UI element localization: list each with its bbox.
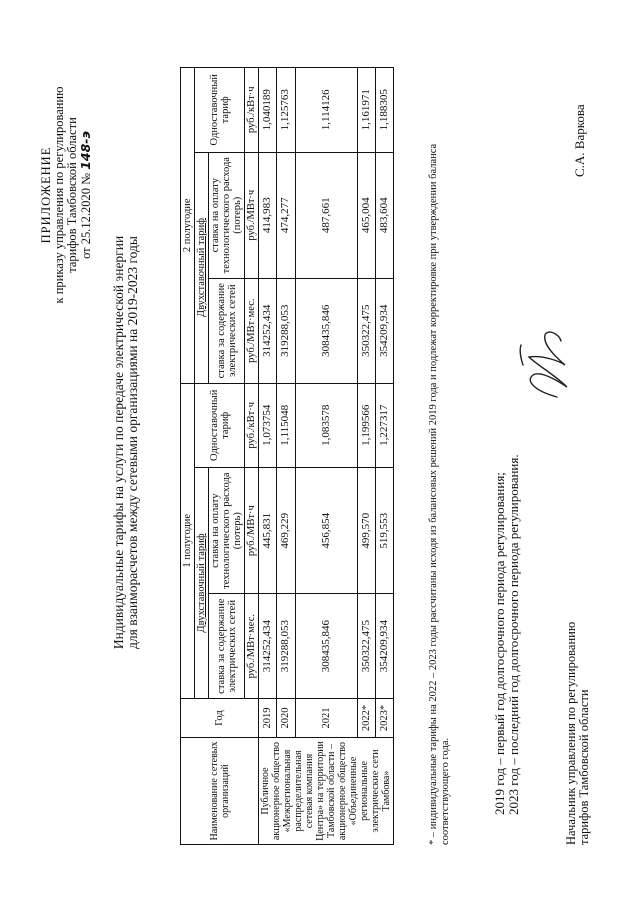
cell-h1-losses: 445,831: [259, 468, 277, 594]
cell-year: 2021: [295, 699, 357, 738]
position-line1: Начальник управления по регулированию: [564, 621, 578, 845]
unit-mwh-1: руб./МВт·ч: [245, 468, 259, 594]
header-one-part-2: Одноставочный тариф: [195, 68, 245, 153]
appendix-date: от 25.12.2020 №: [79, 172, 93, 259]
document-title: [112, 130, 140, 755]
header-two-part-1: Двухставочный тариф: [195, 468, 209, 699]
appendix-header: [40, 30, 93, 360]
table-row: [277, 68, 295, 845]
footnote: * – индивидуальные тарифы на 2022 – 2023 годы рассчитаны исходя из балансовых решений 2019 года и подлежат корректировке при утверждении баланса соответствующего года.: [428, 143, 451, 845]
cell-h1-one: 1,115048: [277, 383, 295, 467]
appendix-line1: к приказу управления по регулированию: [52, 86, 66, 304]
cell-year: 2023*: [375, 699, 393, 738]
cell-h2-content: 350322,475: [357, 278, 375, 383]
cell-h2-losses: 465,004: [357, 152, 375, 278]
note-line1: 2019 год – первый год долгосрочного периода регулирования;: [492, 472, 507, 815]
unit-kwh-2: руб./кВт·ч: [245, 68, 259, 153]
header-rate-losses-1: ставка на оплату технологического расхода (потерь): [209, 468, 245, 594]
cell-h1-content: 308435,846: [295, 594, 357, 699]
cell-h2-one: 1,161971: [357, 68, 375, 153]
appendix-title: ПРИЛОЖЕНИЕ: [39, 146, 53, 244]
unit-kwh-1: руб./кВт·ч: [245, 383, 259, 467]
table-row: [295, 68, 357, 845]
cell-h1-content: 314252,434: [259, 594, 277, 699]
cell-h2-content: 354209,934: [375, 278, 393, 383]
regulation-notes: [493, 454, 521, 815]
cell-h1-content: 319288,053: [277, 594, 295, 699]
header-one-part-1: Одноставочный тариф: [195, 383, 245, 467]
header-org: Наименование сетевых организаций: [181, 738, 259, 845]
header-two-part-2: Двухставочный тариф: [195, 152, 209, 383]
handwritten-signature: [515, 315, 575, 405]
cell-h1-one: 1,199566: [357, 383, 375, 467]
cell-h1-losses: 456,854: [295, 468, 357, 594]
appendix-line2: тарифов Тамбовской области: [65, 117, 79, 273]
signatory-position: [565, 622, 591, 845]
cell-year: 2022*: [357, 699, 375, 738]
cell-h2-one: 1,188305: [375, 68, 393, 153]
cell-h1-losses: 499,570: [357, 468, 375, 594]
header-rate-content-2: ставка за содержание электрических сетей: [209, 278, 245, 383]
title-line2: для взаиморасчетов между сетевыми организациями на 2019-2023 годы: [125, 236, 140, 649]
cell-h1-one: 1,083578: [295, 383, 357, 467]
appendix-order-number: 148-э: [78, 131, 93, 170]
cell-h2-content: 308435,846: [295, 278, 357, 383]
cell-year: 2020: [277, 699, 295, 738]
tariffs-table: [180, 67, 394, 845]
table-row: [259, 68, 277, 845]
cell-year: 2019: [259, 699, 277, 738]
cell-h1-losses: 519,553: [375, 468, 393, 594]
header-rate-content-1: ставка за содержание электрических сетей: [209, 594, 245, 699]
header-half1: 1 полугодие: [181, 383, 195, 698]
cell-h2-one: 1,114126: [295, 68, 357, 153]
header-year: Год: [181, 699, 259, 738]
table-row: [357, 68, 375, 845]
cell-h1-losses: 469,229: [277, 468, 295, 594]
cell-h2-content: 319288,053: [277, 278, 295, 383]
cell-h1-content: 350322,475: [357, 594, 375, 699]
header-rate-losses-2: ставка на оплату технологического расхода (потерь): [209, 152, 245, 278]
cell-h2-losses: 487,661: [295, 152, 357, 278]
header-half2: 2 полугодие: [181, 68, 195, 384]
unit-mwh-2: руб./МВт·ч: [245, 152, 259, 278]
appendix-line3: [79, 30, 93, 360]
note-line2: 2023 год – последний год долгосрочного периода регулирования.: [506, 454, 521, 815]
unit-mw-month-2: руб./МВт·мес.: [245, 278, 259, 383]
cell-h2-content: 314252,434: [259, 278, 277, 383]
unit-mw-month-1: руб./МВт·мес.: [245, 594, 259, 699]
cell-h1-one: 1,073754: [259, 383, 277, 467]
cell-h2-one: 1,040189: [259, 68, 277, 153]
signatory-name: С.А. Варкова: [572, 104, 587, 177]
cell-h2-losses: 474,277: [277, 152, 295, 278]
position-line2: тарифов Тамбовской области: [577, 689, 591, 845]
cell-h1-one: 1,227317: [375, 383, 393, 467]
cell-h2-losses: 414,983: [259, 152, 277, 278]
title-line1: Индивидуальные тарифы на услуги по передаче электрической энергии: [111, 235, 126, 650]
table-row: [375, 68, 393, 845]
cell-h2-one: 1,125763: [277, 68, 295, 153]
cell-h2-losses: 483,604: [375, 152, 393, 278]
org-name: Публичное акционерное общество «Межрегиональная распределительная сетевая компания Центра» на территории Тамбовской области – акционерное общество «Объединенные региональные электрические сети Тамбова»: [259, 738, 394, 845]
table-header-row: [181, 68, 195, 845]
cell-h1-content: 354209,934: [375, 594, 393, 699]
